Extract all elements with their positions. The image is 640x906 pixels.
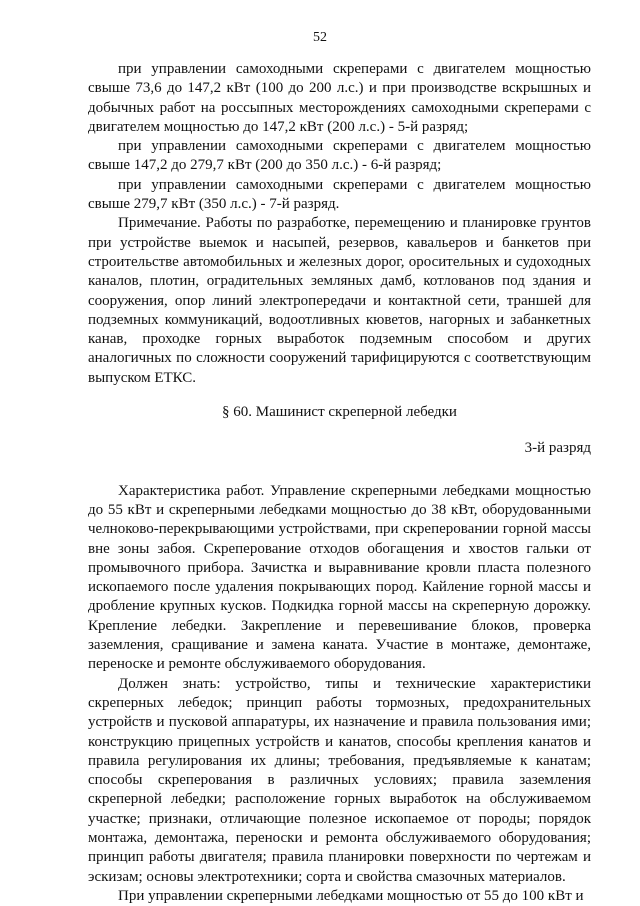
paragraph-note: Примечание. Работы по разработке, перемещению и планировке грунтов при устройстве выемок и насыпей, резервов, кавальеров и банкетов при строительстве автомобильных и железных дорог, оросительных и судоходных каналов, плотин, оградительных земляных дамб, котлованов под здания и сооружения, опор линий электропередачи и контактной сети, траншей для подземных коммуникаций, водоотливных кюветов, нагорных и забанкетных канав, проходке горных выработок подземным способом и других аналогичных по сложности сооружений тарифицируются с соответствующим выпуском ЕТКС. <box>88 215 591 386</box>
section-grade: 3-й разряд <box>524 440 591 457</box>
paragraph-work-characteristics: Характеристика работ. Управление скреперными лебедками мощностью до 55 кВт и скреперными лебедками мощностью до 38 кВт, оборудованными челноково-перекрывающими устройствами, при скреперовании горной массы вне зоны забоя. Скреперование отходов обогащения и хвостов гальки от промывочного прибора. Зачистка и выравнивание кровли пласта полезного ископаемого после удаления покрывающих пород. Кайление горной массы и дробление крупных кусков. Подкидка горной массы на скреперную дорожку. Крепление лебедки. Закрепление и перевешивание блоков, проверка заземления, сращивание и замена каната. Участие в монтаже, демонтаже, переноске и ремонте обслуживаемого оборудования. <box>88 482 591 673</box>
section-title: § 60. Машинист скреперной лебедки <box>222 404 457 421</box>
paragraph-grade-6: при управлении самоходными скреперами с двигателем мощностью свыше 147,2 до 279,7 кВт (200 до 350 л.с.) - 6-й разряд; <box>88 138 591 174</box>
paragraph-grade-7: при управлении самоходными скреперами с двигателем мощностью свыше 279,7 кВт (350 л.с.) - 7-й разряд. <box>88 176 591 213</box>
paragraph-grade-5: при управлении самоходными скреперами с двигателем мощностью свыше 73,6 до 147,2 кВт (100 до 200 л.с.) и при производстве вскрышных и добычных работ на россыпных месторождениях самоходными скреперами с двигателем мощностью до 147,2 кВт (200 л.с.) - 5-й разряд; <box>88 61 591 135</box>
paragraph-continuation: При управлении скреперными лебедками мощностью от 55 до 100 кВт и <box>118 887 584 904</box>
page-number: 52 <box>313 30 327 45</box>
paragraph-must-know: Должен знать: устройство, типы и технические характеристики скреперных лебедок; принцип работы тормозных, предохранительных устройств и пусковой аппаратуры, их назначение и правила пользования ими; конструкцию прицепных устройств и канатов, способы крепления канатов и правила регулирования их длины; требования, предъявляемые к канатам; способы скреперования в различных условиях; правила заземления скреперной лебедки; расположение горных выработок на обслуживаемом участке; признаки, отличающие полезное ископаемое от породы; порядок монтажа, демонтажа, переноски и ремонта обслуживаемого оборудования; принцип работы двигателя; правила планировки поверхности по чертежам и эскизам; основы электротехники; сорта и свойства смазочных материалов. <box>88 675 591 885</box>
document-body <box>88 60 591 906</box>
